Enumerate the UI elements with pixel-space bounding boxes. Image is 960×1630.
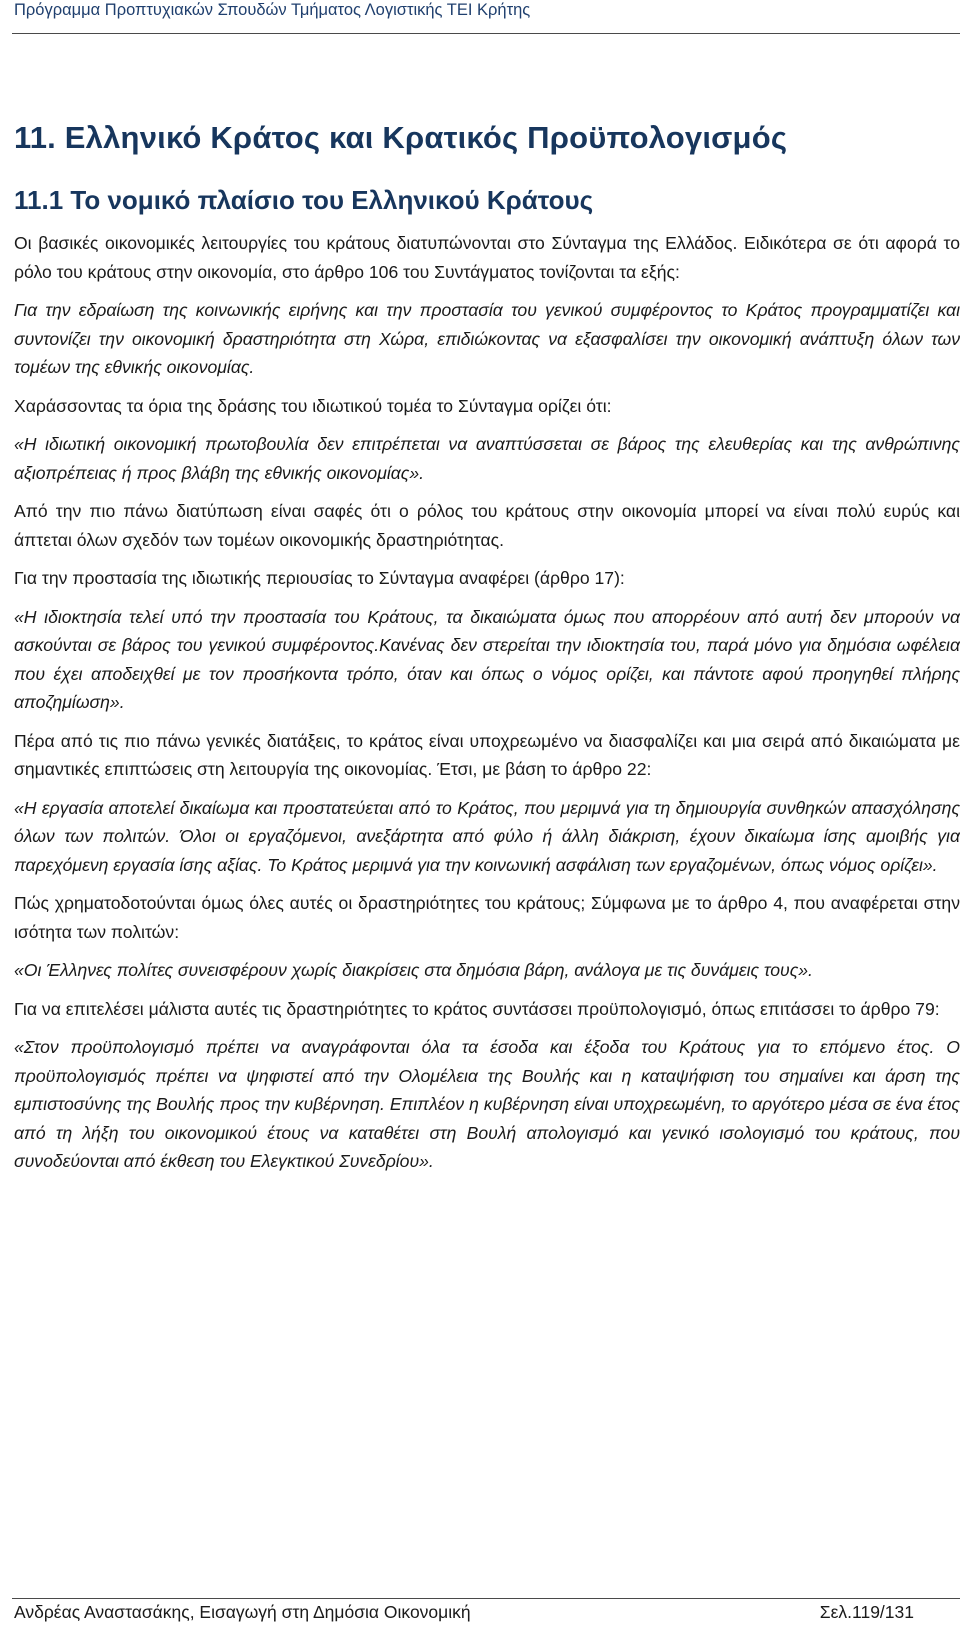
- paragraph-private-sector: Χαράσσοντας τα όρια της δράσης του ιδιωτικού τομέα το Σύνταγμα ορίζει ότι:: [14, 395, 612, 416]
- footer-author-title: Ανδρέας Αναστασάκης, Εισαγωγή στη Δημόσια Οικονομική: [14, 1602, 471, 1622]
- quote-article-22: «Η εργασία αποτελεί δικαίωμα και προστατεύεται από το Κράτος, που μεριμνά για τη δημιουργία συνθηκών απασχόλησης όλων των πολιτών. Όλοι οι εργαζόμενοι, ανεξάρτητα από φύλο ή άλλη διάκριση, έχουν δικαίωμα ίσης αμοιβής για παρεχόμενη εργασία ίσης αξίας. Το Κράτος μεριμνά για την κοινωνική ασφάλιση των εργαζομένων, όπως νόμος ορίζει».: [14, 797, 960, 875]
- paragraph-property: Για την προστασία της ιδιωτικής περιουσίας το Σύνταγμα αναφέρει (άρθρο 17):: [14, 568, 625, 588]
- header-divider: [12, 33, 960, 34]
- page-header: Πρόγραμμα Προπτυχιακών Σπουδών Τμήματος Λογιστικής ΤΕΙ Κρήτης: [14, 1, 531, 19]
- paragraph-intro: Οι βασικές οικονομικές λειτουργίες του κράτους διατυπώνονται στο Σύνταγμα της Ελλάδος. Ειδικότερα σε ότι αφορά το ρόλο του κράτους στην οικονομία, στο άρθρο 106 του Συντάγματος τονίζονται τα εξής:: [14, 233, 960, 282]
- quote-article-106: Για την εδραίωση της κοινωνικής ειρήνης και την προστασία του γενικού συμφέροντος το Κράτος προγραμματίζει και συντονίζει την οικονομική δραστηριότητα στη Χώρα, επιδιώκοντας να εξασφαλίσει την οικονομική ανάπτυξη όλων των τομέων της εθνικής οικονομίας.: [14, 300, 960, 377]
- quote-article-17: «Η ιδιοκτησία τελεί υπό την προστασία του Κράτους, τα δικαιώματα όμως που απορρέουν από αυτή δεν μπορούν να ασκούνται σε βάρος του γενικού συμφέροντος.Κανένας δεν στερείται την ιδιοκτησία του, παρά μόνο για δημόσια ωφέλεια που έχει αποδειχθεί με τον προσήκοντα τρόπο, όταν και όπως ο νόμος ορίζει, και πάντοτε αφού προηγηθεί πλήρης αποζημίωση».: [14, 606, 960, 712]
- paragraph-budget: Για να επιτελέσει μάλιστα αυτές τις δραστηριότητες το κράτος συντάσσει προϋπολογισμό, όπως επιτάσσει το άρθρο 79:: [14, 998, 940, 1019]
- page-content: [14, 120, 960, 1176]
- quote-article-4: «Οι Έλληνες πολίτες συνεισφέρουν χωρίς διακρίσεις στα δημόσια βάρη, ανάλογα με τις δυνάμεις τους».: [14, 960, 813, 980]
- chapter-title: 11. Ελληνικό Κράτος και Κρατικός Προϋπολογισμός: [14, 120, 788, 155]
- paragraph-rights: Πέρα από τις πιο πάνω γενικές διατάξεις, το κράτος είναι υποχρεωμένο να διασφαλίζει και μια σειρά από δικαιώματα με σημαντικές επιπτώσεις στη λειτουργία της οικονομίας. Έτσι, με βάση το άρθρο 22:: [14, 730, 960, 779]
- paragraph-state-role: Από την πιο πάνω διατύπωση είναι σαφές ότι ο ρόλος του κράτους στην οικονομία μπορεί να είναι πολύ ευρύς και άπτεται όλων σχεδόν των τομέων οικονομικής δραστηριότητας.: [14, 501, 960, 550]
- quote-private-initiative: «Η ιδιωτική οικονομική πρωτοβουλία δεν επιτρέπεται να αναπτύσσεται σε βάρος της ελευθερίας και της ανθρώπινης αξιοπρέπειας ή προς βλάβη της εθνικής οικονομίας».: [14, 434, 960, 483]
- section-title: 11.1 Το νομικό πλαίσιο του Ελληνικού Κράτους: [14, 185, 594, 215]
- footer-divider: [12, 1598, 960, 1599]
- quote-article-79: «Στον προϋπολογισμό πρέπει να αναγράφονται όλα τα έσοδα και έξοδα του Κράτους για το επόμενο έτος. Ο προϋπολογισμός πρέπει να ψηφιστεί από την Ολομέλεια της Βουλής και η καταψήφιση του σημαίνει και άρση της εμπιστοσύνης της Βουλής προς την κυβέρνηση. Επιπλέον η κυβέρνηση είναι υποχρεωμένη, το αργότερο μέσα σε ένα έτος από τη λήξη του οικονομικού έτους να καταθέτει στη Βουλή απολογισμό και γενικό ισολογισμό του κράτους, που συνοδεύονται από έκθεση του Ελεγκτικού Συνεδρίου».: [14, 1037, 960, 1171]
- paragraph-financing: Πώς χρηματοδοτούνται όμως όλες αυτές οι δραστηριότητες του κράτους; Σύμφωνα με το άρθρο 4, που αναφέρεται στην ισότητα των πολιτών:: [14, 893, 960, 942]
- footer-page-number: Σελ.119/131: [819, 1602, 914, 1622]
